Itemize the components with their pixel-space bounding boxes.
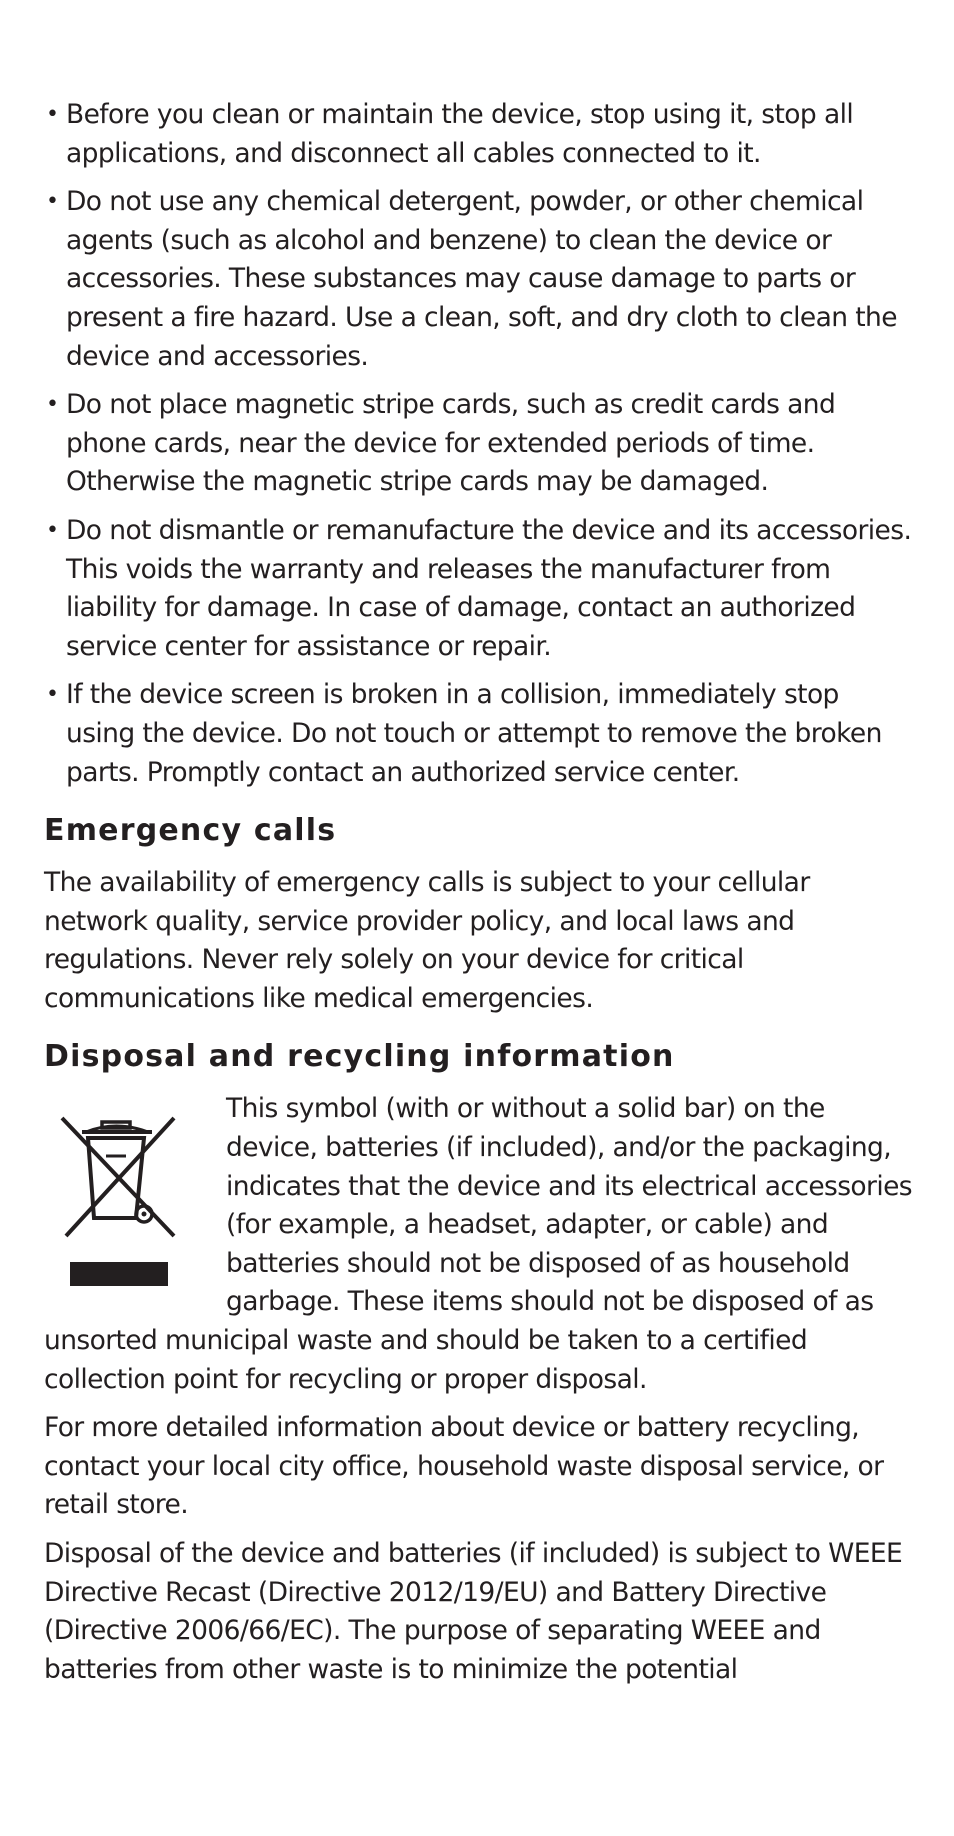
list-item-text: Do not use any chemical detergent, powder, or other chemical agents (such as alcohol and benzene) to clean the device or accessories. These substances may cause damage to parts or present a fire hazard. Use a clean, soft, and dry cloth to clean the device and accessories. xyxy=(66,186,897,372)
weee-symbol-paragraph: This symbol (with or without a solid bar) on the device, batteries (if included), and/or the packaging, indicates that the device and its electrical accessories (for example, a headset, adapter, or cable) and batteries should not be disposed of as household garbage. These items should not be disposed of as unsorted municipal waste and should be taken to a certified collection point for recycling or proper disposal. xyxy=(44,1093,913,1395)
list-item xyxy=(44,512,914,666)
recycling-info-paragraph: For more detailed information about device or battery recycling, contact your local city office, household waste disposal service, or retail store. xyxy=(44,1412,884,1521)
weee-directive-paragraph: Disposal of the device and batteries (if included) is subject to WEEE Directive Recast (Directive 2012/19/EU) and Battery Directive (Directive 2006/66/EC). The purpose of separating WEEE and batteries from other waste is to minimize the potential xyxy=(44,1538,903,1685)
weee-block xyxy=(44,1090,914,1399)
crossed-out-wheeled-bin-icon xyxy=(52,1114,186,1294)
bullet-icon: • xyxy=(46,517,59,543)
list-item xyxy=(44,96,914,173)
emergency-calls-paragraph: The availability of emergency calls is subject to your cellular network quality, service provider policy, and local laws and regulations. Never rely solely on your device for critical communications like medical emergencies. xyxy=(44,867,810,1014)
list-item xyxy=(44,386,914,502)
list-item-text: Do not place magnetic stripe cards, such as credit cards and phone cards, near the device for extended periods of time. Otherwise the magnetic stripe cards may be damaged. xyxy=(66,389,836,498)
bullet-icon: • xyxy=(46,392,59,418)
disposal-heading: Disposal and recycling information xyxy=(44,1039,675,1075)
bullet-icon: • xyxy=(46,102,59,127)
list-item-text: Before you clean or maintain the device, stop using it, stop all applications, and disconnect all cables connected to it. xyxy=(66,99,854,169)
emergency-calls-heading: Emergency calls xyxy=(44,813,337,849)
list-item-text: Do not dismantle or remanufacture the device and its accessories. This voids the warranty and releases the manufacturer from liability for damage. In case of damage, contact an authorized service center for assistance or repair. xyxy=(66,514,912,662)
list-item xyxy=(44,183,914,376)
list-item xyxy=(44,676,914,792)
list-item-text: If the device screen is broken in a collision, immediately stop using the device. Do not touch or attempt to remove the broken parts. Promptly contact an authorized service center. xyxy=(66,679,882,788)
care-instructions-list xyxy=(44,96,914,792)
bullet-icon: • xyxy=(46,189,59,215)
document-page xyxy=(44,96,914,1699)
bullet-icon: • xyxy=(46,682,59,708)
